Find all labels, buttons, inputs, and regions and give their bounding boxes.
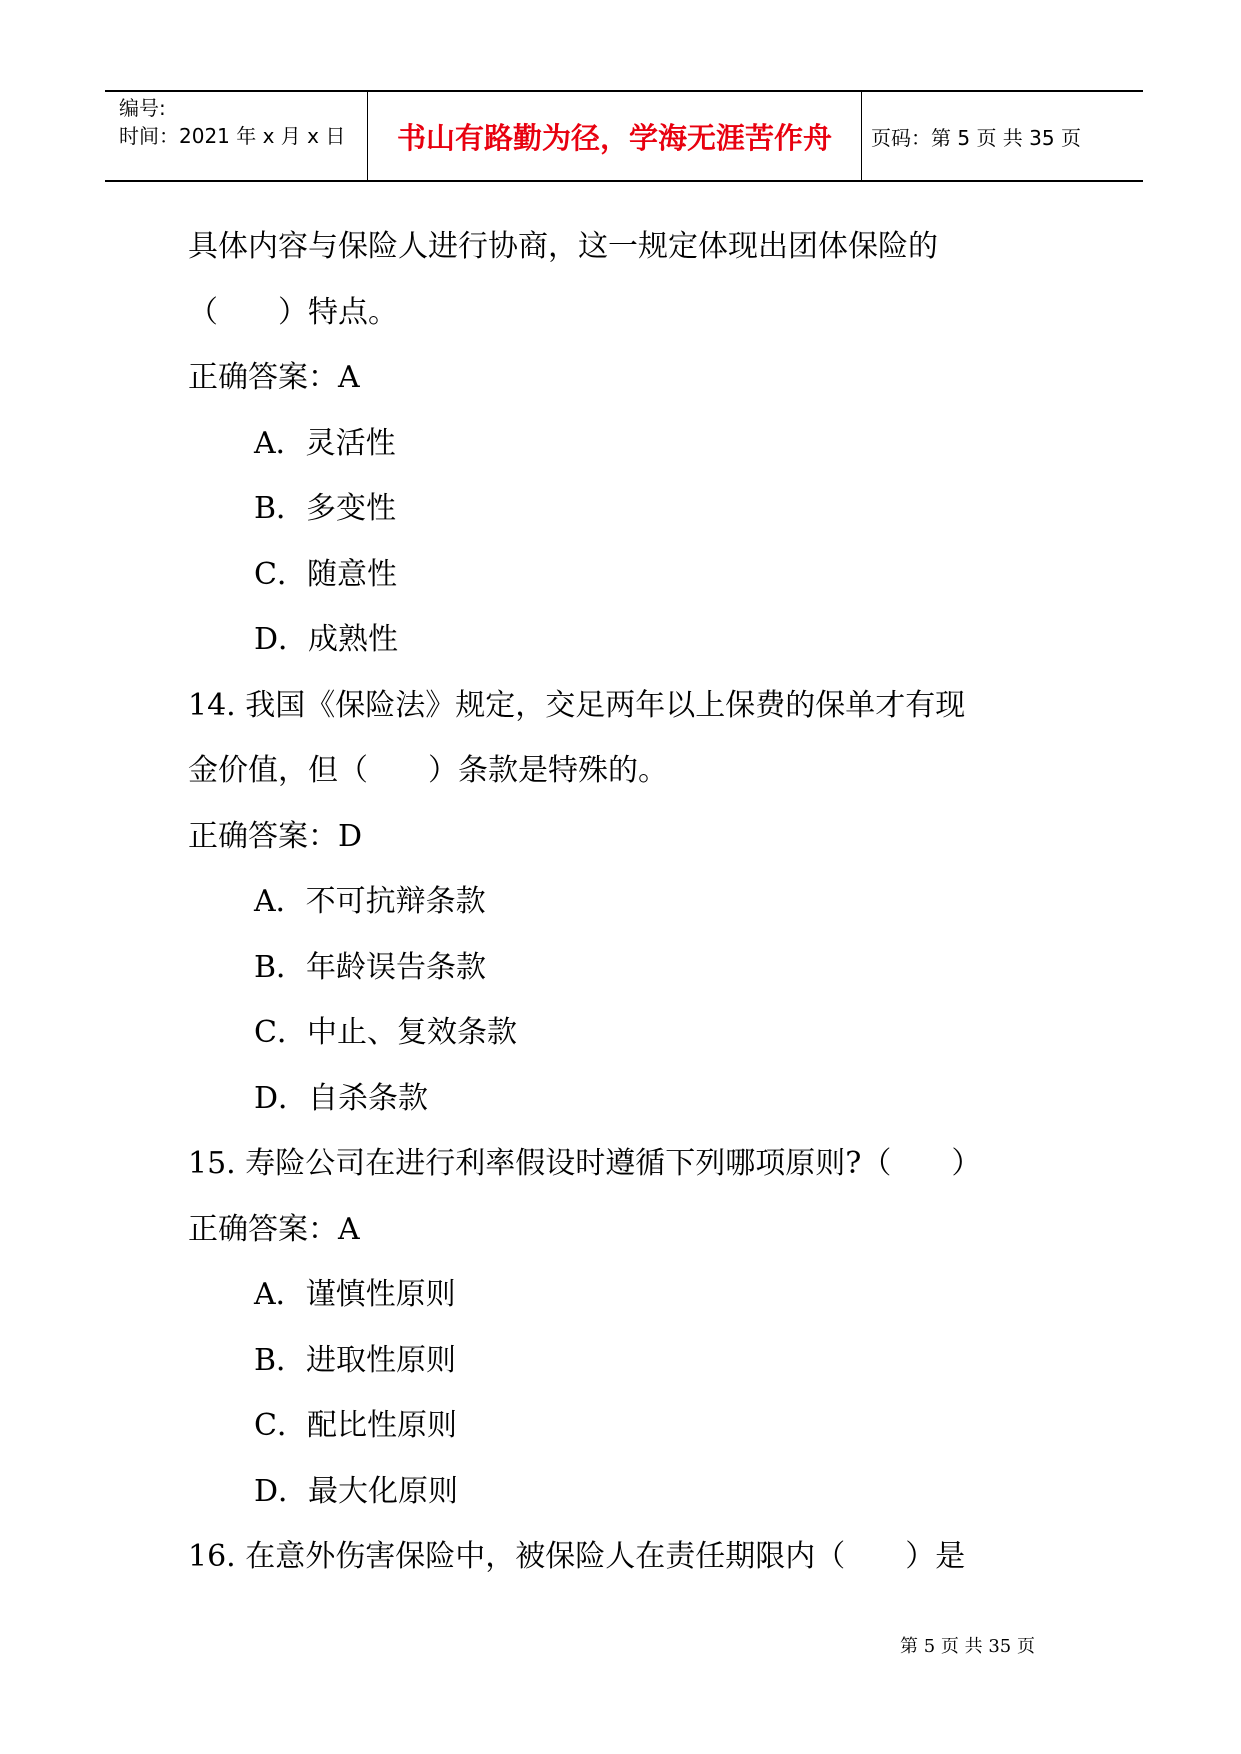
answer-option: A．谨慎性原则 — [254, 1277, 456, 1312]
time-label: 时间：2021 年 x 月 x 日 — [119, 124, 346, 148]
header-divider-right — [861, 92, 862, 180]
page-header — [105, 90, 1143, 182]
answer-option: C．中止、复效条款 — [254, 1015, 517, 1050]
document-body — [188, 214, 1068, 1590]
answer-option: B．多变性 — [254, 491, 397, 526]
question-text-line: 具体内容与保险人进行协商，这一规定体现出团体保险的 — [188, 229, 938, 264]
answer-option: C．配比性原则 — [254, 1408, 457, 1443]
header-motto: 书山有路勤为径，学海无涯苦作舟 — [396, 120, 832, 155]
answer-option: B．年龄误告条款 — [254, 949, 487, 985]
answer-option: D．成熟性 — [254, 622, 399, 657]
correct-answer: 正确答案：A — [188, 1211, 360, 1247]
header-meta — [119, 94, 364, 150]
question-text-line: （ ）特点。 — [188, 294, 398, 330]
header-page-info: 页码：第 5 页 共 35 页 — [871, 125, 1081, 150]
question-text-line: 16. 在意外伤害保险中，被保险人在责任期限内（ ）是 — [188, 1539, 966, 1574]
answer-option: C．随意性 — [254, 556, 397, 592]
answer-option: B．进取性原则 — [254, 1342, 457, 1378]
correct-answer: 正确答案：D — [188, 818, 363, 854]
question-text-line: 15. 寿险公司在进行利率假设时遵循下列哪项原则?（ ） — [188, 1146, 982, 1181]
serial-number-label: 编号: — [119, 96, 166, 120]
answer-option: D．自杀条款 — [254, 1080, 429, 1116]
question-text-line: 14. 我国《保险法》规定，交足两年以上保费的保单才有现 — [188, 687, 966, 723]
answer-option: A．灵活性 — [254, 425, 396, 461]
question-text-line: 金价值，但（ ）条款是特殊的。 — [188, 753, 668, 788]
page-footer: 第 5 页 共 35 页 — [900, 1636, 1035, 1657]
correct-answer: 正确答案：A — [188, 360, 360, 395]
answer-option: D．最大化原则 — [254, 1473, 459, 1509]
answer-option: A．不可抗辩条款 — [254, 884, 486, 919]
